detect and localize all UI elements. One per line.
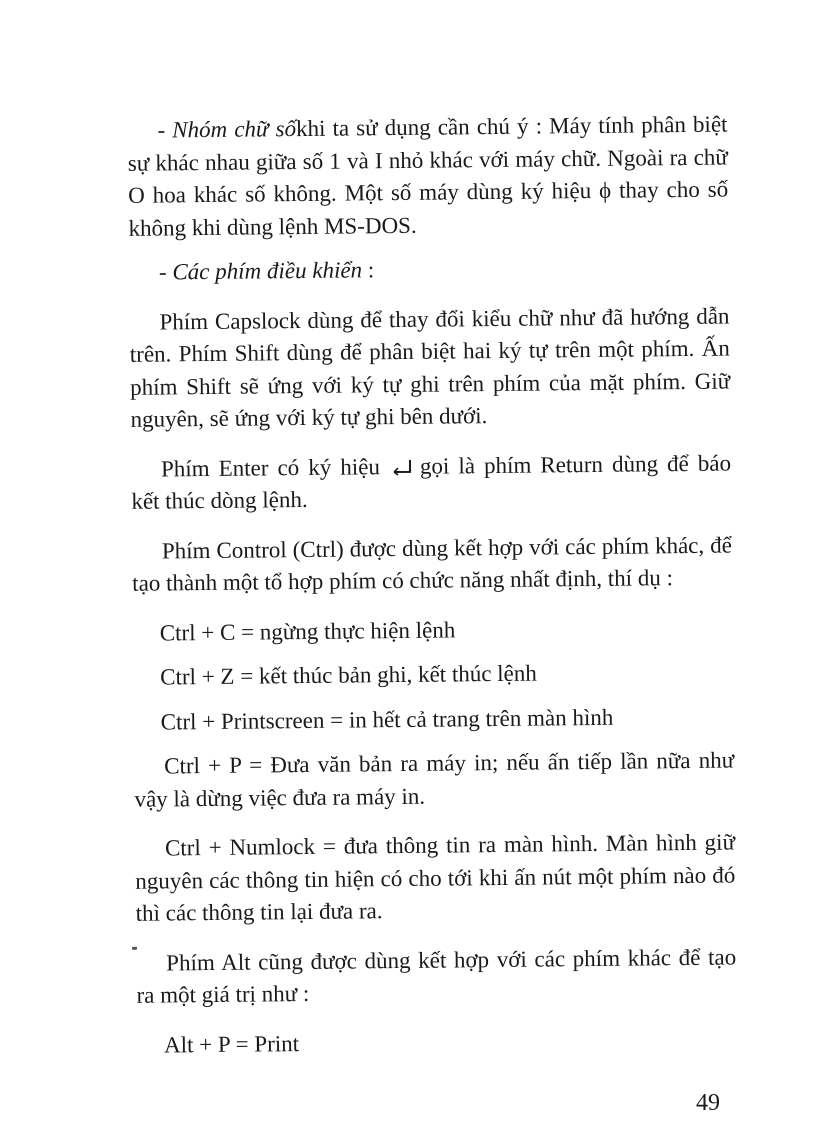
paragraph-alt-key: Phím Alt cũng được dùng kết hợp với các phím khác để tạo ra một giá trị như :	[136, 944, 737, 1008]
italic-heading-digit-group: Nhóm chữ số	[172, 116, 297, 143]
page-number: 49	[696, 1090, 720, 1116]
shortcut-alt-p: Alt + P = Print	[163, 1030, 300, 1057]
paragraph-text: gọi là phím Return dùng để báo kết thúc dòng lệnh.	[131, 450, 732, 514]
shortcut-ctrl-numlock: Ctrl + Numlock = đưa thông tin ra màn hình. Màn hình giữ nguyên các thông tin hiện có cho tới khi ấn nút một phím nào đó thì các thông tin lại đưa ra.	[135, 829, 736, 926]
paragraph-dash: -	[157, 117, 173, 143]
paragraph-text: :	[361, 257, 375, 283]
paragraph-capslock-shift: Phím Capslock dùng để thay đổi kiểu chữ như đã hướng dẫn trên. Phím Shift dùng để phân biệt hai ký tự trên một phím. Ấn phím Shift sẽ ứng với ký tự ghi trên phím của mặt phím. Giữ nguyên, sẽ ứng với ký tự ghi bên dưới.	[129, 303, 731, 432]
scan-speck	[132, 947, 137, 950]
shortcut-ctrl-z: Ctrl + Z = kết thúc bản ghi, kết thúc lệnh	[160, 660, 537, 690]
shortcut-ctrl-printscreen: Ctrl + Printscreen = in hết cả trang trên màn hình	[160, 704, 614, 735]
italic-heading-control-keys: Các phím điều khiển	[172, 257, 363, 285]
page-body	[127, 109, 737, 1062]
paragraph-control-key: Phím Control (Ctrl) được dùng kết hợp với các phím khác, để tạo thành một tổ hợp phím có chức năng nhất định, thí dụ :	[132, 532, 732, 596]
paragraph-dash: -	[158, 259, 173, 285]
paragraph-text: khi ta sử dụng cần chú ý : Máy tính phân biệt sự khác nhau giữa số 1 và I nhỏ khác với máy chữ. Ngoài ra chữ O hoa khác số không. Một số máy dùng ký hiệu ϕ thay cho số không khi dùng lệnh MS-DOS.	[127, 111, 729, 241]
shortcut-ctrl-c: Ctrl + C = ngừng thực hiện lệnh	[159, 616, 456, 646]
paragraph-control-keys-heading	[129, 251, 729, 290]
enter-key-icon	[390, 456, 416, 476]
paragraph-enter-key	[131, 447, 732, 518]
shortcut-ctrl-p: Ctrl + P = Đưa văn bản ra máy in; nếu ấn tiếp lần nữa như vậy là dừng việc đưa ra máy in.	[134, 747, 735, 812]
paragraph-digit-group	[127, 109, 728, 245]
paragraph-text: Phím Enter có ký hiệu	[160, 453, 381, 481]
